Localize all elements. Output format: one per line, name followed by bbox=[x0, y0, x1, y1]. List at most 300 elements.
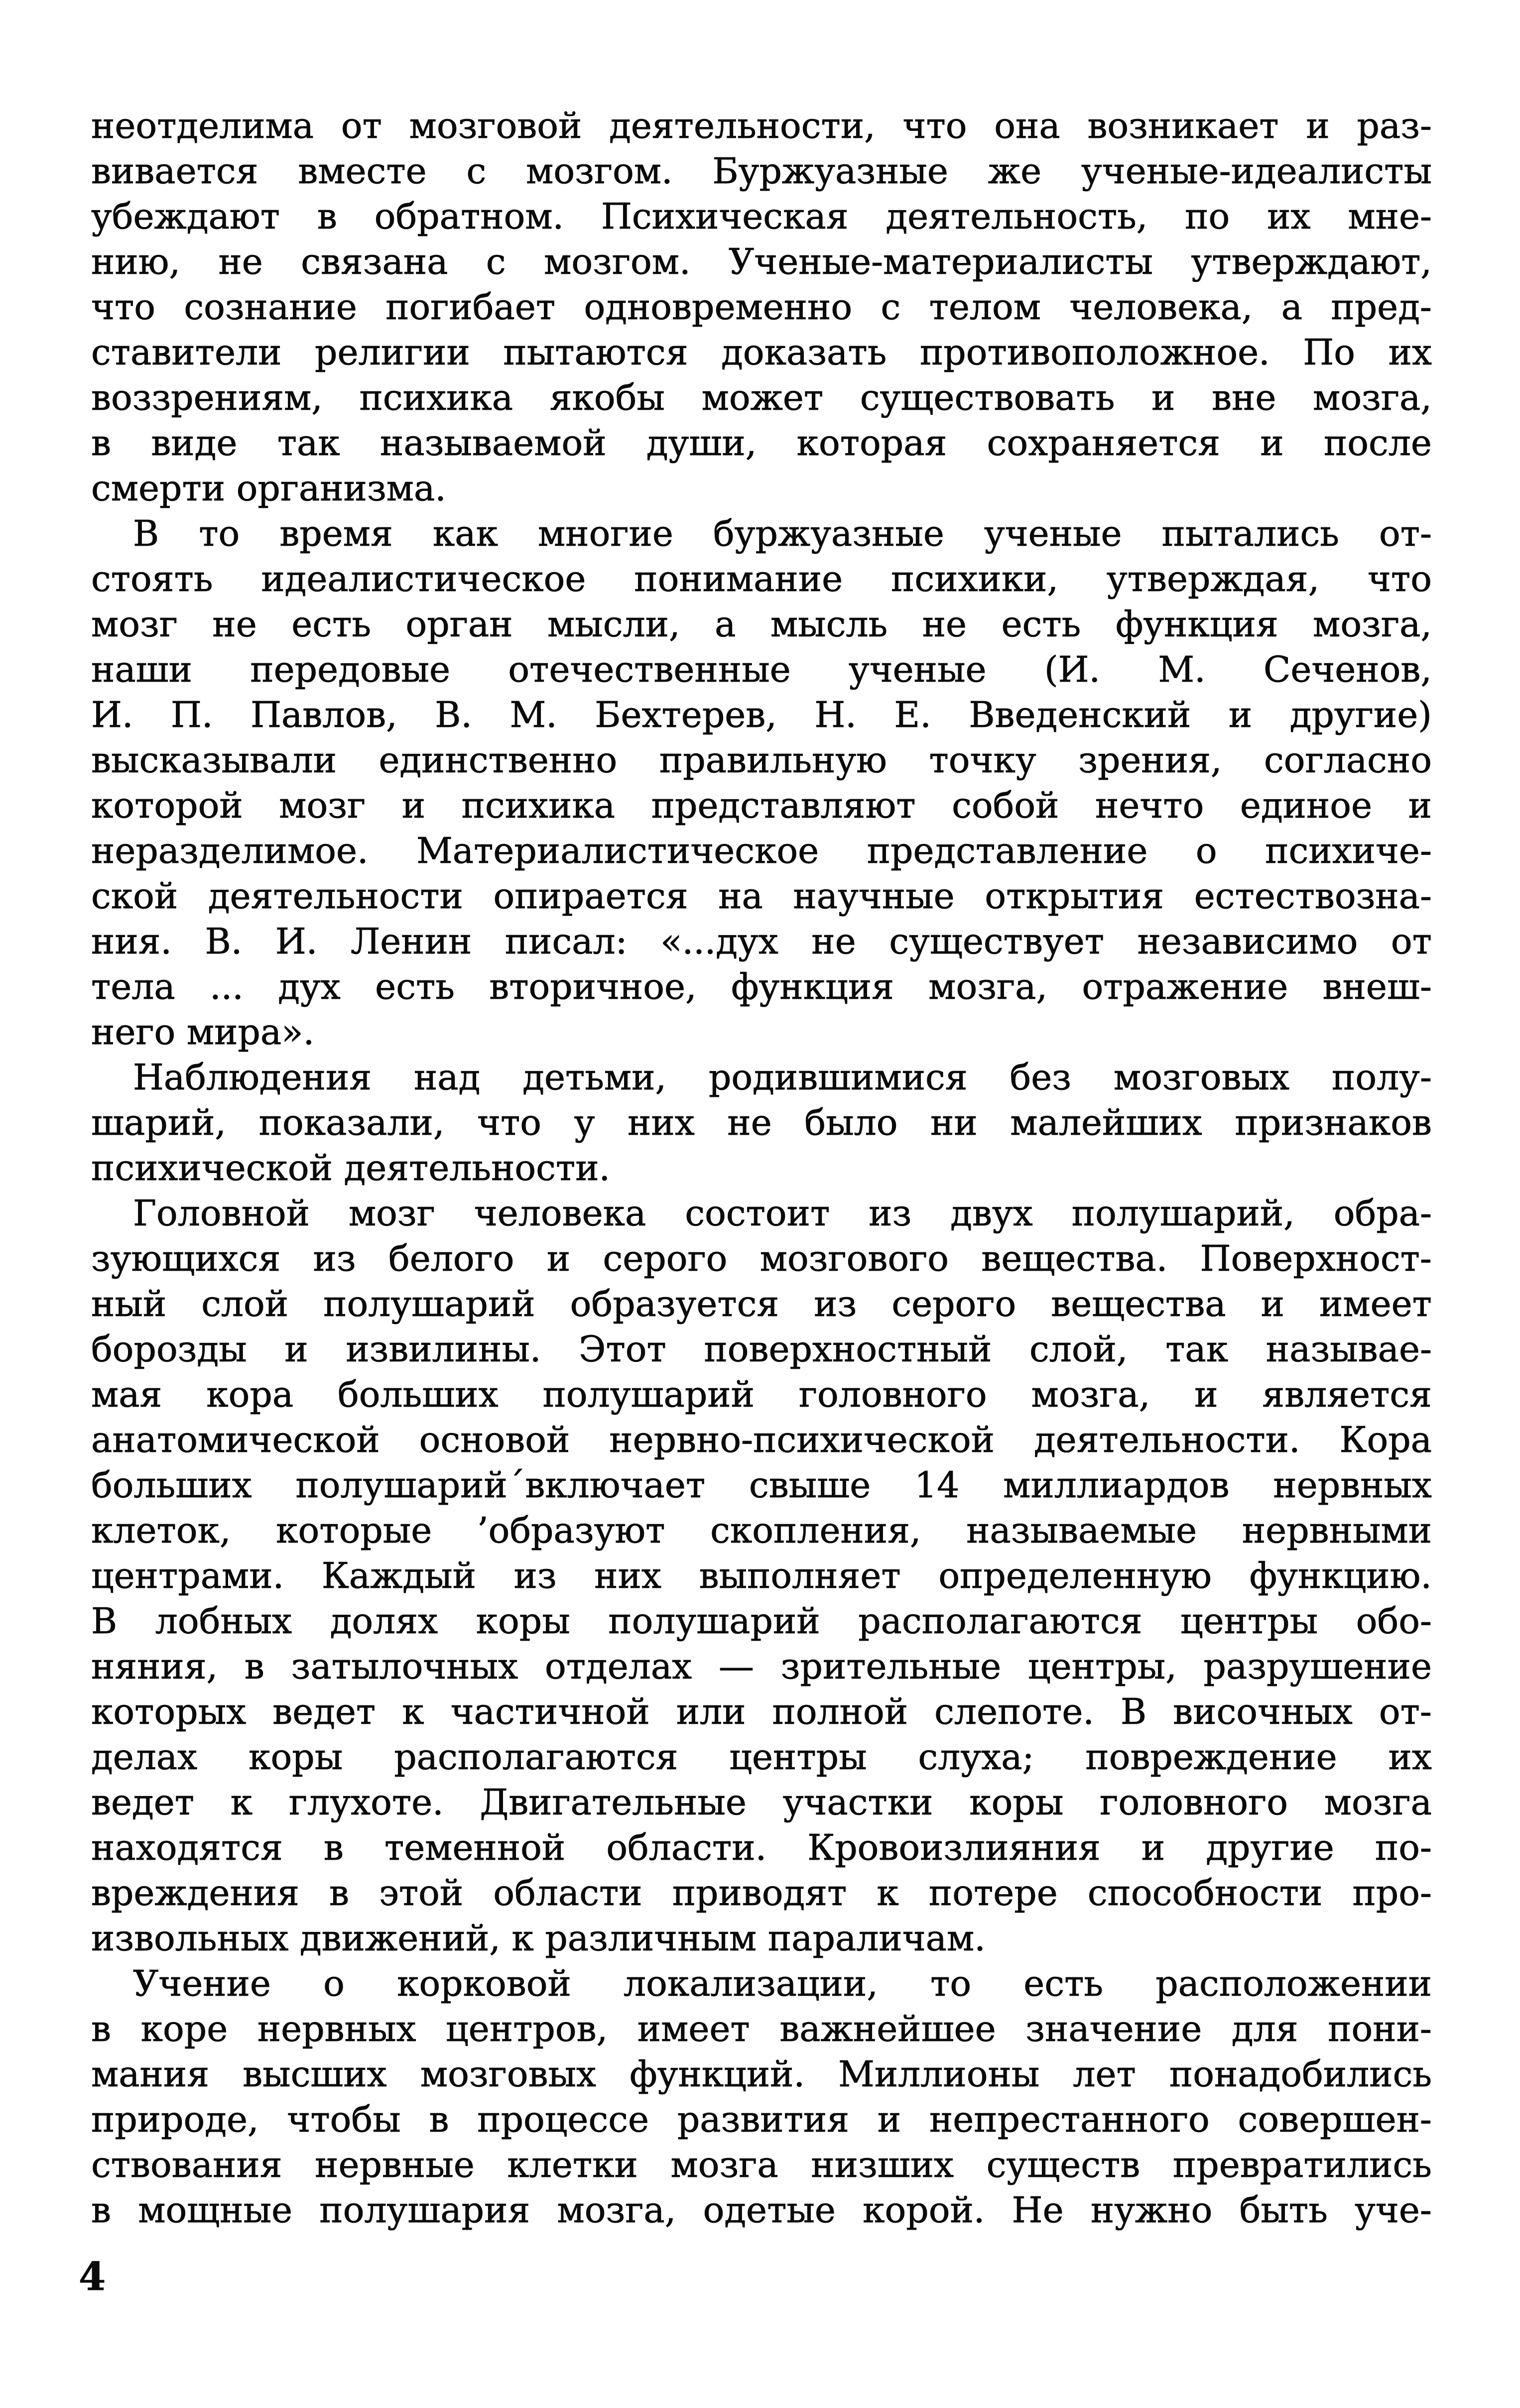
text-line bbox=[91, 1281, 1432, 1326]
word: пытаются bbox=[503, 332, 688, 373]
word: которая bbox=[796, 422, 947, 464]
word: нервных bbox=[1273, 1464, 1432, 1506]
text-line bbox=[91, 919, 1432, 964]
word: полной bbox=[772, 1691, 908, 1732]
text-line bbox=[91, 2006, 1432, 2051]
word: в bbox=[329, 1872, 350, 1914]
word: мозг bbox=[279, 785, 366, 826]
word: выполняет bbox=[699, 1555, 901, 1596]
word: нервные bbox=[315, 2144, 475, 2185]
word: ния. bbox=[91, 921, 172, 962]
text-line bbox=[91, 511, 1432, 556]
word: раз- bbox=[1357, 105, 1432, 146]
word: от- bbox=[1379, 1691, 1432, 1732]
word: души, bbox=[646, 422, 757, 464]
word: человека, bbox=[1069, 286, 1253, 328]
word: головного bbox=[798, 1374, 987, 1415]
word: другие bbox=[1206, 1827, 1334, 1868]
word: ’образуют bbox=[477, 1510, 665, 1551]
word: возникает bbox=[1087, 105, 1279, 146]
word: для bbox=[1231, 2008, 1298, 2049]
word: над bbox=[413, 1057, 481, 1098]
word: деятельности bbox=[208, 875, 463, 917]
word: нечто bbox=[1095, 785, 1204, 826]
text-line bbox=[91, 1825, 1432, 1870]
word: по- bbox=[1375, 1827, 1432, 1868]
word: представление bbox=[867, 830, 1148, 871]
word: обо- bbox=[1356, 1600, 1432, 1642]
word: есть bbox=[291, 603, 371, 645]
word: нервными bbox=[1242, 1510, 1432, 1551]
word: из bbox=[869, 1193, 912, 1234]
word: мощные bbox=[138, 2189, 293, 2231]
word: ученые-идеалисты bbox=[1081, 150, 1432, 192]
text-line bbox=[91, 737, 1432, 783]
word: есть bbox=[375, 966, 455, 1007]
word: которые bbox=[276, 1510, 432, 1551]
text-line bbox=[91, 1100, 1432, 1145]
word: находятся bbox=[91, 1827, 283, 1868]
word: повреждение bbox=[1085, 1736, 1337, 1778]
word: Каждый bbox=[321, 1555, 476, 1596]
word: ный bbox=[91, 1283, 167, 1324]
word: от bbox=[341, 105, 382, 146]
word: затылочных bbox=[291, 1646, 518, 1687]
word: извилины. bbox=[346, 1328, 541, 1370]
word: Головной bbox=[133, 1193, 310, 1234]
word: мозговых bbox=[1113, 1057, 1290, 1098]
word: их bbox=[1388, 1736, 1432, 1778]
text-line: психической деятельности. bbox=[91, 1147, 611, 1189]
word: располагаются bbox=[394, 1736, 678, 1778]
word: Сеченов, bbox=[1264, 649, 1432, 690]
word: с bbox=[486, 241, 506, 282]
word: них bbox=[628, 1102, 695, 1143]
word: корковой bbox=[397, 1963, 571, 2004]
word: неразделимое. bbox=[91, 830, 369, 871]
word: и bbox=[1408, 785, 1432, 826]
word: писал: bbox=[505, 921, 628, 962]
word: них bbox=[594, 1555, 661, 1596]
word: лет bbox=[1073, 2053, 1136, 2095]
word: и bbox=[1306, 105, 1330, 146]
word: состоит bbox=[685, 1193, 830, 1234]
word: а bbox=[1281, 286, 1303, 328]
text-line bbox=[91, 783, 1432, 828]
text-line bbox=[91, 1191, 1432, 1236]
word: уче- bbox=[1355, 2189, 1432, 2231]
word: превратились bbox=[1172, 2144, 1432, 2185]
word: центры, bbox=[1027, 1646, 1177, 1687]
word: серого bbox=[603, 1238, 728, 1279]
word: мозговой bbox=[409, 105, 582, 146]
word: что bbox=[91, 286, 155, 328]
word: ученые bbox=[848, 649, 987, 690]
text-line: него мира». bbox=[91, 1011, 315, 1053]
word: отечественные bbox=[508, 649, 791, 690]
word: одетые bbox=[703, 2189, 836, 2231]
word: — bbox=[718, 1646, 754, 1687]
word: в bbox=[244, 1646, 264, 1687]
word: на bbox=[718, 875, 763, 917]
word: нию, bbox=[91, 241, 181, 282]
word: малейших bbox=[1010, 1102, 1202, 1143]
word: мозга, bbox=[1313, 603, 1432, 645]
word: и bbox=[1194, 1374, 1218, 1415]
text-line bbox=[91, 2187, 1432, 2233]
word: белого bbox=[388, 1238, 514, 1279]
word: Психическая bbox=[601, 196, 849, 237]
word: не bbox=[922, 603, 967, 645]
word: в bbox=[429, 2099, 449, 2140]
word: клетки bbox=[507, 2144, 638, 2185]
word: мне- bbox=[1348, 196, 1432, 237]
word: слепоте. bbox=[934, 1691, 1094, 1732]
text-line bbox=[91, 2097, 1432, 2142]
word: то bbox=[930, 1963, 972, 2004]
text-line bbox=[91, 692, 1432, 737]
word: делах bbox=[91, 1736, 198, 1778]
text-line bbox=[91, 647, 1432, 692]
word: Не bbox=[1012, 2189, 1064, 2231]
word: внеш- bbox=[1322, 966, 1432, 1007]
word: с bbox=[881, 286, 901, 328]
word: мозговых bbox=[420, 2053, 597, 2095]
word: слой bbox=[201, 1283, 289, 1324]
word: М. bbox=[1158, 649, 1206, 690]
word: коры bbox=[969, 1782, 1064, 1823]
word: которой bbox=[91, 785, 243, 826]
word: вторичное, bbox=[489, 966, 697, 1007]
word: В. bbox=[435, 694, 472, 735]
word: Материалистическое bbox=[416, 830, 819, 871]
word: Наблюдения bbox=[133, 1057, 372, 1098]
word: деятельности. bbox=[1033, 1419, 1300, 1460]
word: 14 bbox=[914, 1464, 960, 1506]
word: Буржуазные bbox=[712, 150, 948, 192]
text-line bbox=[91, 1870, 1432, 1916]
word: психика bbox=[359, 377, 513, 418]
word: ской bbox=[91, 875, 178, 917]
word: потере bbox=[928, 1872, 1058, 1914]
word: Ленин bbox=[351, 921, 472, 962]
text-line bbox=[91, 1644, 1432, 1689]
word: теменной bbox=[384, 1827, 566, 1868]
word: зрительные bbox=[780, 1646, 1002, 1687]
word: вещества. bbox=[981, 1238, 1168, 1279]
word: идеалистическое bbox=[261, 558, 586, 600]
word: деятельность, bbox=[886, 196, 1148, 237]
word: мозга, bbox=[557, 2189, 676, 2231]
word: не bbox=[727, 1102, 772, 1143]
word: больших bbox=[91, 1464, 252, 1506]
word: головного bbox=[1100, 1782, 1288, 1823]
word: естествозна- bbox=[1194, 875, 1432, 917]
word: родившимися bbox=[708, 1057, 968, 1098]
word: наши bbox=[91, 649, 192, 690]
word: и bbox=[1151, 377, 1175, 418]
word: так bbox=[1165, 1328, 1229, 1370]
word: телом bbox=[929, 286, 1041, 328]
word: образуется bbox=[570, 1283, 779, 1324]
word: воззрениям, bbox=[91, 377, 323, 418]
word: и bbox=[877, 2099, 901, 2140]
word: в bbox=[91, 2008, 111, 2049]
word: области. bbox=[606, 1827, 767, 1868]
word: передовые bbox=[250, 649, 451, 690]
word: Н. bbox=[814, 694, 857, 735]
word: из bbox=[513, 1555, 557, 1596]
text-line bbox=[91, 964, 1432, 1009]
word: утверждая, bbox=[1106, 558, 1320, 600]
word: процессе bbox=[477, 2099, 649, 2140]
word: по bbox=[1185, 196, 1230, 237]
word: этой bbox=[379, 1872, 464, 1914]
word: и bbox=[1261, 1283, 1284, 1324]
word: природе, bbox=[91, 2099, 259, 2140]
word: в bbox=[317, 196, 337, 237]
word: полушарий bbox=[608, 1600, 820, 1642]
word: глухоте. bbox=[288, 1782, 444, 1823]
word: Кора bbox=[1339, 1419, 1432, 1460]
word: мозга bbox=[1324, 1782, 1432, 1823]
word: няния, bbox=[91, 1646, 218, 1687]
word: признаков bbox=[1235, 1102, 1432, 1143]
word: не bbox=[218, 241, 263, 282]
word: о bbox=[323, 1963, 345, 2004]
word: к bbox=[230, 1782, 253, 1823]
text-block bbox=[91, 103, 1432, 2233]
word: и bbox=[1141, 1827, 1165, 1868]
text-line bbox=[91, 1055, 1432, 1100]
word: свыше bbox=[749, 1464, 871, 1506]
text-line bbox=[91, 1508, 1432, 1553]
word: Бехтерев, bbox=[595, 694, 777, 735]
word: было bbox=[804, 1102, 898, 1143]
word: совершен- bbox=[1238, 2099, 1432, 2140]
word: про- bbox=[1352, 1872, 1432, 1914]
word: мозг bbox=[91, 603, 178, 645]
word: П. bbox=[171, 694, 213, 735]
text-line bbox=[91, 375, 1432, 420]
word: детьми, bbox=[522, 1057, 667, 1098]
text-line bbox=[91, 1326, 1432, 1372]
word: мозгом. bbox=[526, 150, 673, 192]
word: не bbox=[212, 603, 257, 645]
word: Поверхност- bbox=[1200, 1238, 1432, 1279]
word: является bbox=[1262, 1374, 1432, 1415]
word: развития bbox=[677, 2099, 850, 2140]
word: пони- bbox=[1328, 2008, 1432, 2049]
text-line bbox=[91, 1780, 1432, 1825]
page-number: 4 bbox=[79, 2254, 106, 2299]
word: или bbox=[676, 1691, 746, 1732]
word: полу- bbox=[1332, 1057, 1432, 1098]
word: ставители bbox=[91, 332, 282, 373]
word: центрами. bbox=[91, 1555, 284, 1596]
word: По bbox=[1303, 332, 1355, 373]
word: Павлов, bbox=[251, 694, 397, 735]
text-line bbox=[91, 194, 1432, 239]
word: вреждения bbox=[91, 1872, 299, 1914]
text-line bbox=[91, 239, 1432, 284]
word: мозга, bbox=[928, 966, 1048, 1007]
word: приводят bbox=[672, 1872, 847, 1914]
word: научные bbox=[793, 875, 955, 917]
word: после bbox=[1323, 422, 1432, 464]
word: Кровоизлияния bbox=[807, 1827, 1101, 1868]
word: показали, bbox=[258, 1102, 445, 1143]
word: другие) bbox=[1289, 694, 1432, 735]
word: ... bbox=[210, 966, 244, 1007]
word: утверждают, bbox=[1191, 241, 1432, 282]
word: участки bbox=[782, 1782, 933, 1823]
text-line bbox=[91, 330, 1432, 375]
word: и bbox=[401, 785, 426, 826]
word: и bbox=[546, 1238, 571, 1279]
word: называемые bbox=[966, 1510, 1197, 1551]
word: зующихся bbox=[91, 1238, 281, 1279]
word: отделах bbox=[544, 1646, 692, 1687]
word: высших bbox=[243, 2053, 387, 2095]
word: борозды bbox=[91, 1328, 247, 1370]
word: корой. bbox=[863, 2189, 985, 2231]
word: орган bbox=[405, 603, 513, 645]
word: существовать bbox=[860, 377, 1115, 418]
word: многие bbox=[538, 513, 673, 554]
word: есть bbox=[1023, 1963, 1104, 2004]
word: Е. bbox=[894, 694, 931, 735]
word: низших bbox=[811, 2144, 954, 2185]
word: серого bbox=[891, 1283, 1016, 1324]
word: человека bbox=[474, 1193, 646, 1234]
word: опирается bbox=[493, 875, 688, 917]
word: у bbox=[574, 1102, 595, 1143]
text-line bbox=[91, 1372, 1432, 1417]
word: и bbox=[1228, 694, 1253, 735]
word: мозгом. bbox=[544, 241, 691, 282]
word: и bbox=[1260, 422, 1284, 464]
text-line bbox=[91, 1417, 1432, 1462]
word: понадобились bbox=[1169, 2053, 1432, 2095]
word: области bbox=[493, 1872, 642, 1914]
word: долях bbox=[330, 1600, 438, 1642]
word: слой, bbox=[1029, 1328, 1128, 1370]
word: она bbox=[994, 105, 1060, 146]
word: функций. bbox=[630, 2053, 805, 2095]
word: мозг bbox=[348, 1193, 435, 1234]
word: располагаются bbox=[858, 1600, 1142, 1642]
word: Миллионы bbox=[838, 2053, 1040, 2095]
word: коре bbox=[140, 2008, 228, 2049]
word: ни bbox=[930, 1102, 978, 1143]
word: центры bbox=[729, 1736, 867, 1778]
word: без bbox=[1010, 1057, 1072, 1098]
text-line bbox=[91, 1689, 1432, 1734]
word: полушарий´включает bbox=[295, 1464, 706, 1506]
word: анатомической bbox=[91, 1419, 380, 1460]
word: отражение bbox=[1082, 966, 1288, 1007]
word: И. bbox=[275, 921, 318, 962]
word: быть bbox=[1239, 2189, 1328, 2231]
word: значение bbox=[1025, 2008, 1202, 2049]
word: есть bbox=[1001, 603, 1081, 645]
word: височных bbox=[1173, 1691, 1353, 1732]
word: функцию. bbox=[1249, 1555, 1432, 1596]
text-line bbox=[91, 2051, 1432, 2097]
word: важнейшее bbox=[779, 2008, 996, 2049]
word: доказать bbox=[721, 332, 887, 373]
word: может bbox=[701, 377, 824, 418]
word: способности bbox=[1087, 1872, 1323, 1914]
word: В bbox=[1120, 1691, 1147, 1732]
word: Учение bbox=[133, 1963, 271, 2004]
word: то bbox=[199, 513, 240, 554]
word: полушарий bbox=[323, 1283, 535, 1324]
word: виде bbox=[151, 422, 238, 464]
word: зрения, bbox=[1078, 739, 1222, 781]
text-line bbox=[91, 873, 1432, 919]
word: единственно bbox=[379, 739, 618, 781]
word: обратном. bbox=[374, 196, 564, 237]
word: вместе bbox=[298, 150, 427, 192]
word: пытались bbox=[1161, 513, 1339, 554]
word: а bbox=[715, 603, 736, 645]
word: сохраняется bbox=[987, 422, 1220, 464]
word: разрушение bbox=[1203, 1646, 1432, 1687]
word: к bbox=[402, 1691, 424, 1732]
word: полушария bbox=[319, 2189, 530, 2231]
word: мысли, bbox=[547, 603, 680, 645]
word: что bbox=[902, 105, 967, 146]
word: коры bbox=[476, 1600, 570, 1642]
word: клеток, bbox=[91, 1510, 231, 1551]
word: полушарий, bbox=[1071, 1193, 1295, 1234]
word: основой bbox=[419, 1419, 570, 1460]
word: полушарий bbox=[542, 1374, 755, 1415]
word: ведет bbox=[272, 1691, 376, 1732]
word: центров, bbox=[446, 2008, 608, 2049]
word: деятельности, bbox=[609, 105, 876, 146]
word: И. bbox=[91, 694, 133, 735]
word: миллиардов bbox=[1003, 1464, 1230, 1506]
word: так bbox=[277, 422, 340, 464]
word: от- bbox=[1379, 513, 1432, 554]
word: ученые bbox=[984, 513, 1122, 554]
word: из bbox=[814, 1283, 857, 1324]
word: кора bbox=[206, 1374, 294, 1415]
word: неотделима bbox=[91, 105, 314, 146]
word: мозга, bbox=[1031, 1374, 1150, 1415]
word: их bbox=[1388, 332, 1432, 373]
text-line bbox=[91, 284, 1432, 330]
text-line bbox=[91, 1598, 1432, 1644]
word: шарий, bbox=[91, 1102, 226, 1143]
word: дух bbox=[278, 966, 341, 1007]
text-line bbox=[91, 1462, 1432, 1508]
word: непрестанного bbox=[929, 2099, 1210, 2140]
word: связана bbox=[301, 241, 448, 282]
word: Этот bbox=[579, 1328, 666, 1370]
word: нервно-психической bbox=[609, 1419, 995, 1460]
word: двух bbox=[950, 1193, 1033, 1234]
text-line bbox=[91, 103, 1432, 148]
word: вещества bbox=[1051, 1283, 1226, 1324]
word: же bbox=[988, 150, 1042, 192]
word: в bbox=[91, 422, 111, 464]
word: погибает bbox=[385, 286, 556, 328]
word: В bbox=[91, 1600, 118, 1642]
